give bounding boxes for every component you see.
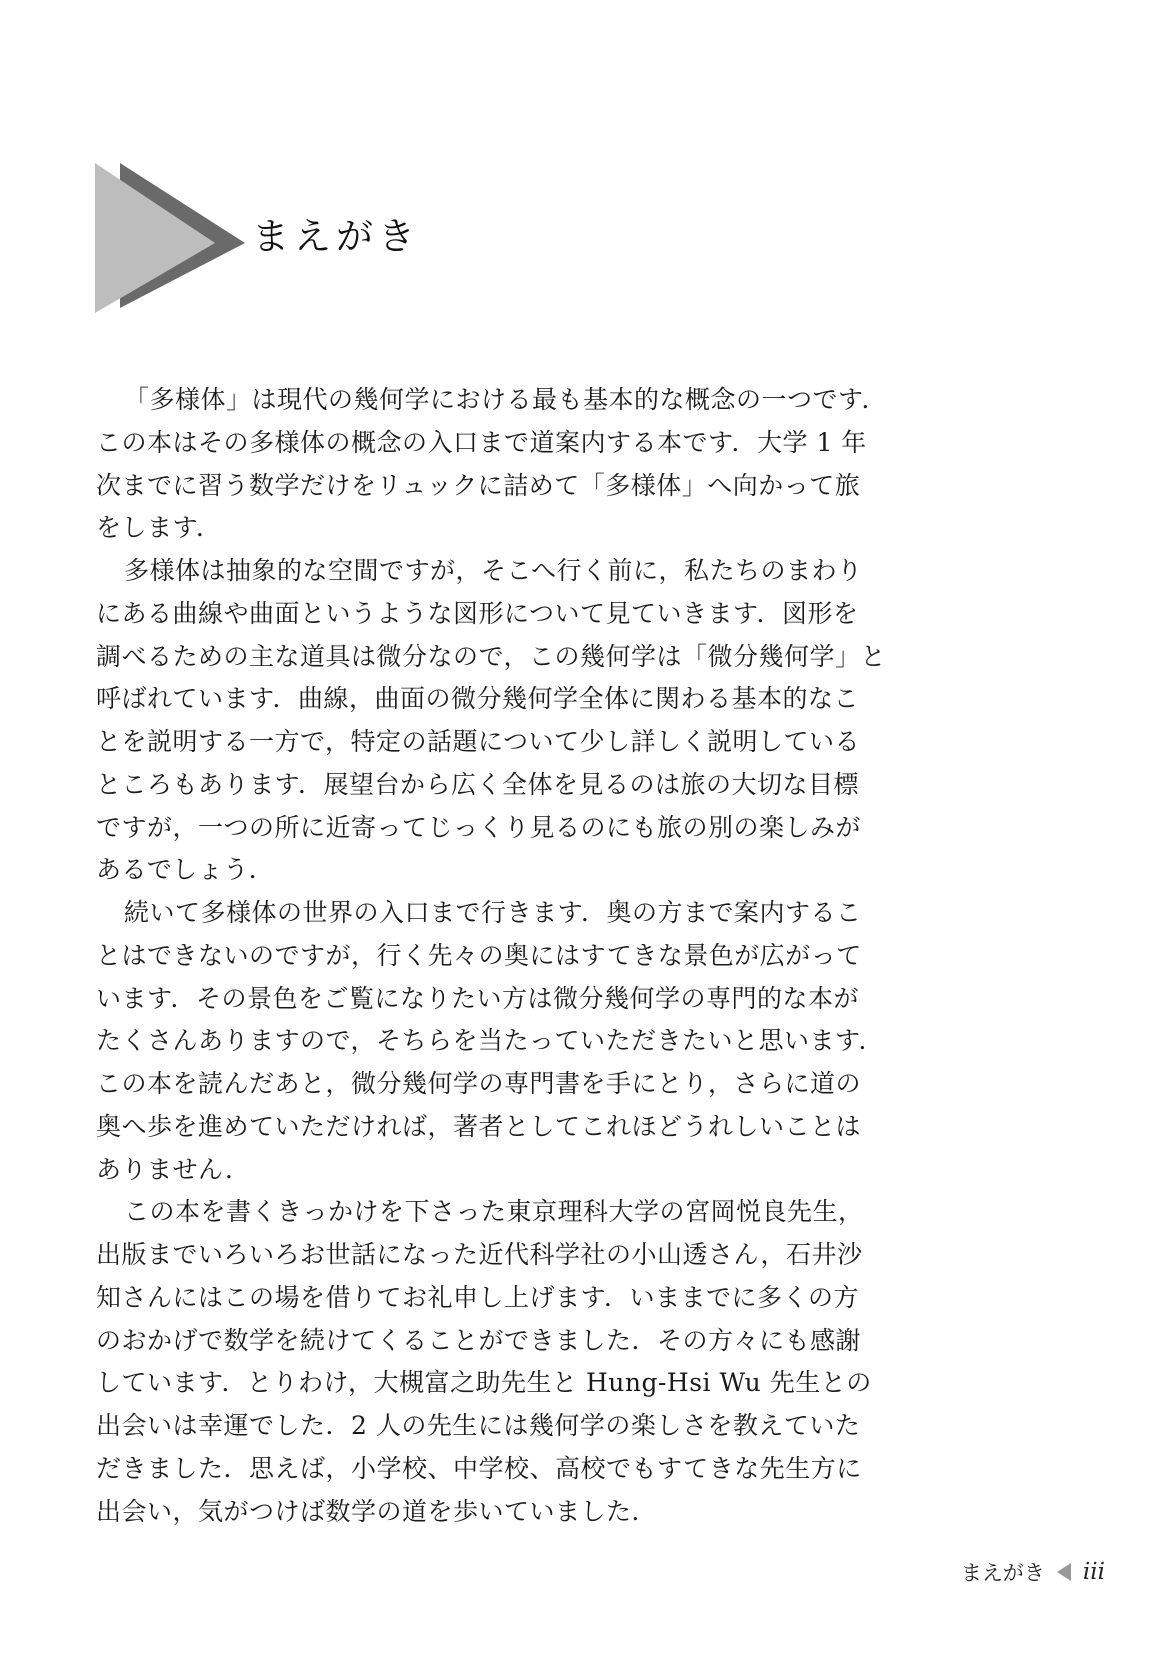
text-line: 「多様体」は現代の幾何学における最も基本的な概念の一つです． <box>124 385 888 414</box>
text-line: とはできないのですが，行く先々の奥にはすてきな景色が広がって <box>96 940 862 970</box>
text-line: をします． <box>96 513 222 543</box>
text-line: 次までに習う数学だけをリュックに詰めて「多様体」へ向かって旅 <box>96 470 861 500</box>
text-line: 続いて多様体の世界の入口まで行きます．奥の方まで案内するこ <box>124 898 862 927</box>
left-triangle-icon <box>1057 1563 1071 1581</box>
text-line: にある曲線や曲面というような図形について見ていきます．図形を <box>96 598 859 628</box>
text-line: のおかげで数学を続けてくることができました．その方々にも感謝 <box>96 1325 862 1355</box>
text-line: この本を書くきっかけを下さった東京理科大学の宮岡悦良先生， <box>124 1197 864 1227</box>
page-footer <box>961 1557 1105 1587</box>
preface-body <box>96 379 888 1533</box>
text-line: 奥へ歩を進めていただければ，著者としてこれほどうれしいことは <box>96 1111 862 1141</box>
text-line: ですが，一つの所に近寄ってじっくり見るのにも旅の別の楽しみが <box>96 812 862 842</box>
text-line: 出会いは幸運でした．2 人の先生には幾何学の楽しさを教えていた <box>96 1411 861 1440</box>
text-line: 出版までいろいろお世話になった近代科学社の小山透さん，石井沙 <box>96 1240 863 1269</box>
text-line: 知さんにはこの場を借りてお礼申し上げます．いままでに多くの方 <box>96 1282 860 1312</box>
chapter-mark-icon <box>95 163 245 325</box>
double-triangle-icon <box>95 163 245 325</box>
text-line: 呼ばれています．曲線，曲面の微分幾何学全体に関わる基本的なこ <box>96 684 860 714</box>
text-line: たくさんありますので，そちらを当たっていただきたいと思います． <box>96 1026 885 1056</box>
chapter-title: まえがき <box>252 215 420 258</box>
text-line: 調べるための主な道具は微分なので，この幾何学は「微分幾何学」と <box>96 641 887 671</box>
text-line: います．その景色をご覧になりたい方は微分幾何学の専門的な本が <box>96 983 860 1013</box>
text-line: ありません． <box>96 1154 251 1184</box>
running-head: まえがき <box>960 1561 1045 1585</box>
text-line: あるでしょう． <box>96 855 275 885</box>
text-line: この本を読んだあと，微分幾何学の専門書を手にとり，さらに道の <box>96 1069 862 1098</box>
text-line: この本はその多様体の概念の入口まで道案内する本です．大学 1 年 <box>96 427 867 457</box>
text-line: だきました．思えば，小学校、中学校、高校でもすてきな先生方に <box>96 1453 862 1483</box>
text-line: 多様体は抽象的な空間ですが，そこへ行く前に，私たちのまわり <box>124 556 863 585</box>
text-line: とを説明する一方で，特定の話題について少し詳しく説明している <box>96 727 861 756</box>
text-line: ところもあります．展望台から広く全体を見るのは旅の大切な目標 <box>96 769 860 799</box>
page-number: iii <box>1082 1559 1105 1585</box>
text-line: 出会い，気がつけば数学の道を歩いていました． <box>96 1496 658 1526</box>
text-line: しています．とりわけ，大槻富之助先生と Hung-Hsi Wu 先生との <box>96 1368 872 1398</box>
